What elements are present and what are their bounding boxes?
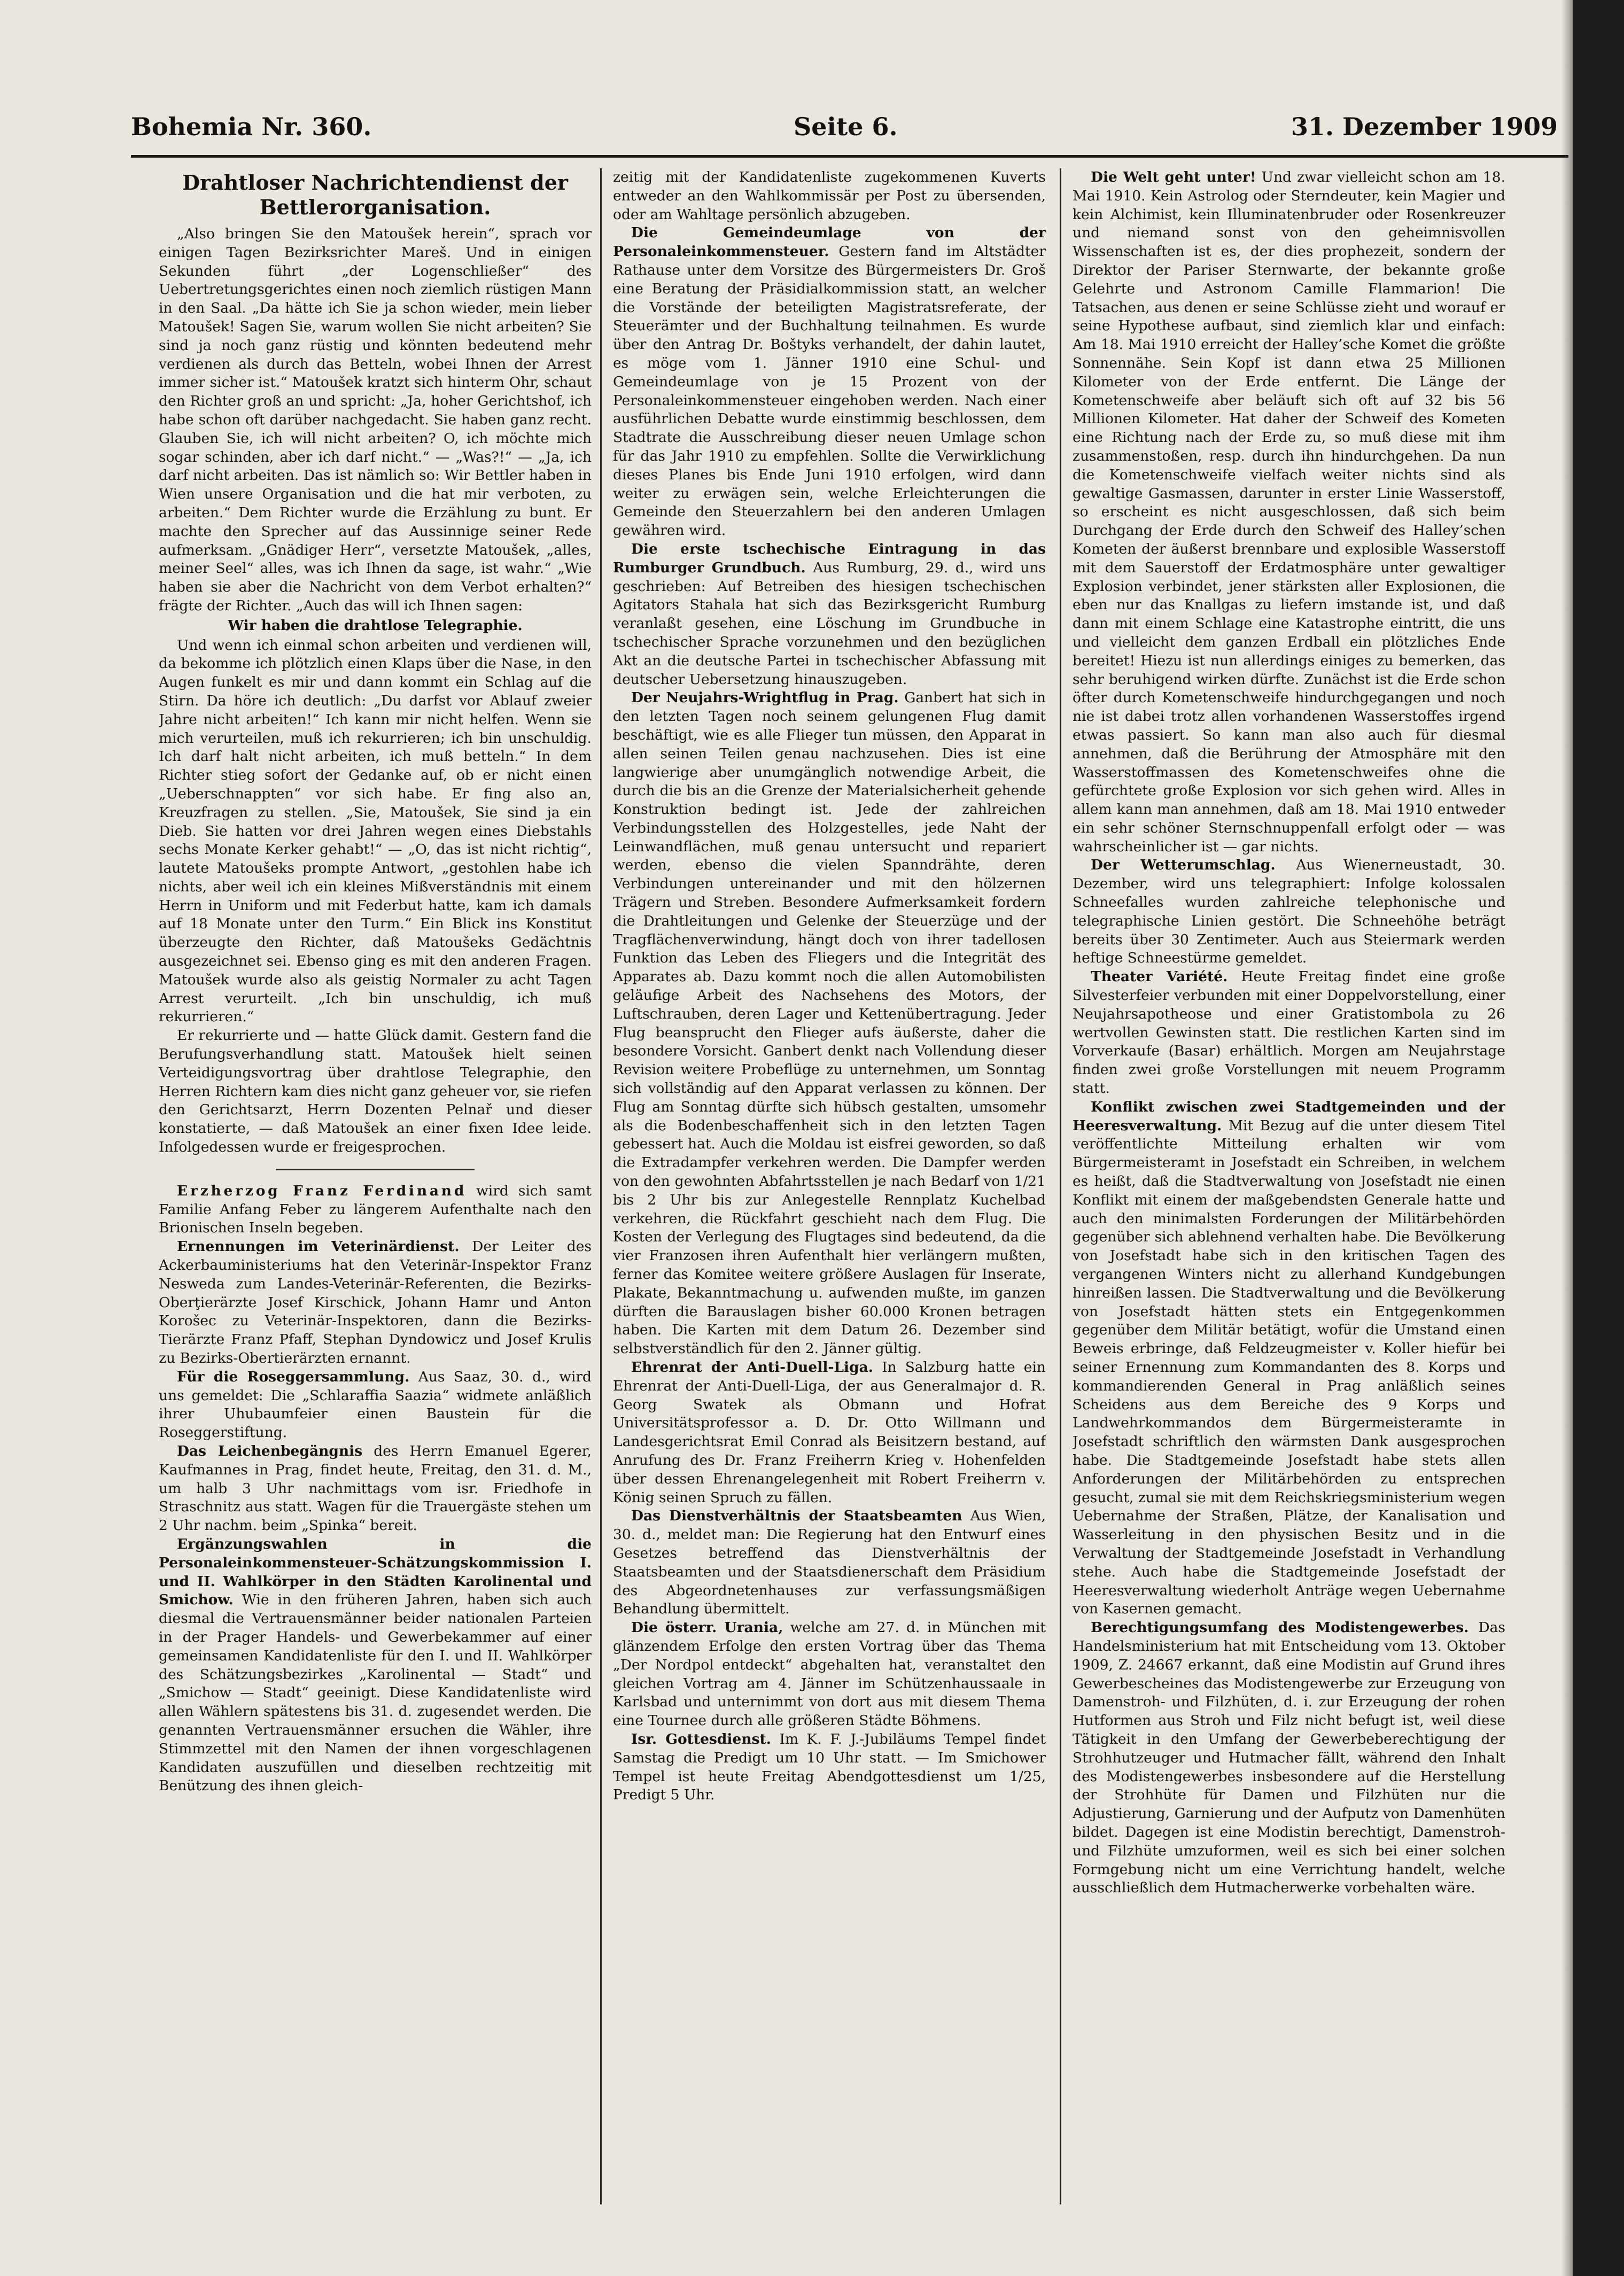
news-item (1073, 168, 1505, 856)
news-item-lead: Die Gemeindeumlage von der Personaleinkommensteuer. (613, 224, 1046, 260)
news-item-lead: Ernennungen im Veterinärdienst. (177, 1238, 460, 1255)
news-item-lead: Konflikt zwischen zwei Stadtgemeinden und der Heeresverwaltung. (1073, 1098, 1505, 1134)
news-item-text: Und zwar vielleicht schon am 18. Mai 1910. Kein Astrolog oder Sterndeuter, kein Magier und kein Alchimist, kein Illuminatenbruder oder Rosenkreuzer und niemand sonst von den geheimnisvollen Wissenschaften ist es, der dies prophezeit, sondern der Direktor der Pariser Sternwarte, der bekannte große Gelehrte und Astronom Camille Flammarion! Die Tatsachen, aus denen er seine Schlüsse zieht und worauf er seine Hypothese aufbaut, sind ziemlich klar und einfach: Am 18. Mai 1910 erreicht der Halley’sche Komet die größte Sonnennähe. Sein Kopf ist dann etwa 25 Millionen Kilometer von der Erde entfernt. Die Länge der Kometenschweife aber beläuft sich oft auf 32 bis 56 Millionen Kilometer. Hat daher der Schweif des Kometen eine Richtung nach der Erde zu, so muß diese mit ihm zusammenstoßen, resp. durch ihn hindurchgehen. Da nun die Kometenschweife vielfach weiter nichts sind als gewaltige Gasmassen, darunter in erster Linie Wasserstoff, so erscheint es nicht ausgeschlossen, daß sich beim Durchgang der Erde durch den Schweif des Halley’schen Kometen der äußerst brennbare und explosible Wasserstoff mit dem Sauerstoff der Erdatmosphäre unter gewaltiger Explosion verbindet, jener stärksten aller Explosionen, die eben nur das Knallgas zu liefern imstande ist, und daß dann mit einem Schlage eine Katastrophe eintritt, die uns und vielleicht dem ganzen Erdball ein plötzliches Ende bereitet! Hiezu ist nun allerdings einiges zu bemerken, das sehr beruhigend wirken dürfte. Zunächst ist die Erde schon öfter durch Kometenschweife hindurchgegangen und noch nie ist dabei trotz allen vorhandenen Wasserstoffes irgend etwas passiert. So kann man also auch für diesmal annehmen, daß die Berührung der Atmosphäre mit den Wasserstoffmassen des Kometenschweifes ohne die gefürchtete große Explosion vor sich gehen wird. Alles in allem kann man annehmen, daß am 18. Mai 1910 entweder ein sehr schöner Sternschnuppenfall erfolgt oder — was wahrscheinlicher ist — gar nichts. (1073, 169, 1505, 855)
news-item-text: Das Handelsministerium hat mit Entscheidung vom 13. Oktober 1909, Z. 24667 erkannt, daß eine Modistin auf Grund ihres Gewerbescheines das Modistengewerbe zur Erzeugung von Damenstroh- und Filzhüten, d. i. zur Erzeugung der rohen Hutformen aus Stroh und Filz nicht befugt ist, weil diese Tätigkeit in den Umfang der Gewerbeberechtigung der Strohhutzeuger und Hutmacher fällt, während den Inhalt des Modistengewerbes insbesondere auf die Herstellung der Strohhüte für Damen und Filzhüten nur die Adjustierung, Garnierung und der Aufputz von Damenhüten bildet. Dagegen ist eine Modistin berechtigt, Damenstroh- und Filzhüte umzuformen, weil es sich bei einer solchen Formgebung nicht um eine Verrichtung handelt, welche ausschließlich dem Hutmacherwerke vorbehalten wäre. (1073, 1619, 1505, 1897)
news-item-text: Aus Wien, 30. d., meldet man: Die Regierung hat den Entwurf eines Gesetzes betreffend das Dienstverhältnis der Staatsbeamten und der Staatsdienerschaft dem Präsidium des Abgeordnetenhauses zur verfassungsmäßigen Behandlung übermittelt. (613, 1508, 1046, 1618)
article-paragraph: „Also bringen Sie den Matoušek herein“, sprach vor einigen Tagen Bezirksrichter Mareš. Und in einigen Sekunden führt „der Logenschließer“ des Uebertretungsgerichtes einen noch ziemlich rüstigen Mann in den Saal. „Da hätte ich Sie ja schon wieder, mein lieber Matoušek! Sagen Sie, warum wollen Sie nicht arbeiten? Sie sind ja noch ganz rüstig und könnten bedeutend mehr verdienen als durch das Betteln, wobei Ihnen der Arrest immer sicher ist.“ Matoušek kratzt sich hinterm Ohr, schaut den Richter groß an und spricht: „Ja, hoher Gerichtshof, ich habe schon oft darüber nachgedacht. Sie haben ganz recht. Glauben Sie, ich will nicht arbeiten? O, ich möchte mich sogar schinden, aber ich darf nicht.“ — „Was?!“ — „Ja, ich darf nicht arbeiten. Das ist nämlich so: Wir Bettler haben in Wien unsere Organisation und die hat mir verboten, zu arbeiten.“ Dem Richter wurde die Erzählung zu bunt. Er machte den Sprecher auf das Aussinnige seiner Rede aufmerksam. „Gnädiger Herr“, versetzte Matoušek, „alles, meiner Seel“ alles, was ich Ihnen da sage, ist wahr.“ „Wie haben sie aber die Nachricht von dem Verbot erhalten?“ frägte der Richter. „Auch das will ich Ihnen sagen: (159, 226, 592, 614)
news-item-text: des Herrn Emanuel Egerer, Kaufmannes in Prag, findet heute, Freitag, den 31. d. M., um halb 3 Uhr nachmittags vom isr. Friedhofe in Straschnitz aus statt. Wagen für die Trauergäste stehen um 2 Uhr nachm. beim „Spinka“ bereit. (159, 1443, 592, 1534)
news-item-text: Der Leiter des Ackerbauministeriums hat den Veterinär-Inspektor Franz Nesweda zum Landes-Veterinär-Referenten, die Bezirks-Oberţierärzte Josef Kirschick, Johann Hamr und Anton Korošec zu Veterinär-Inspektoren, dann die Bezirks-Tierärzte Franz Pfaff, Stephan Dyndowicz und Josef Krulis zu Bezirks-Obertierärzten ernannt. (159, 1238, 592, 1367)
news-item (1073, 856, 1505, 968)
masthead-page-number: Seite 6. (794, 112, 898, 141)
news-item-lead: Die erste tschechische Eintragung in das Rumburger Grundbuch. (613, 540, 1046, 576)
news-item (159, 1182, 592, 1238)
news-item-lead: Das Leichenbegängnis (177, 1443, 363, 1459)
news-item (613, 1619, 1046, 1730)
article-drahtloser (159, 170, 592, 1157)
news-item (613, 689, 1046, 1358)
news-item-text: Aus Rumburg, 29. d., wird uns geschrieben: Auf Betreiben des hiesigen tschechischen Agitators Stahala hat sich das Bezirksgericht Rumburg veranlaßt gesehen, eine Löschung im Grundbuche in tschechischer Sprache vorzunehmen und den bezüglichen Akt an die deutsche Partei in tschechischer Abfassung mit deutscher Uebersetzung hinauszugeben. (613, 559, 1046, 688)
news-item (159, 1442, 592, 1535)
scan-border (1573, 0, 1624, 2276)
news-item-text: Gestern fand im Altstädter Rathause unter dem Vorsitze des Bürgermeisters Dr. Groš eine Beratung der Präsidialkommission statt, an welcher die Vorstände der beteiligten Magistratsreferate, der Steuerämter und der Buchhaltung teilnahmen. Es wurde über den Antrag Dr. Boštyks verhandelt, der dahin lautet, es möge vom 1. Jänner 1910 eine Schul- und Gemeindeumlage von je 15 Prozent von der Personaleinkommensteuer eingehoben werden. Nach einer ausführlichen Debatte wurde einstimmig beschlossen, dem Stadtrate die Ausschreibung dieser neuen Umlage schon für das Jahr 1910 zu empfehlen. Sollte die Verwirklichung dieses Planes bis Ende Juni 1910 erfolgen, wird dann weiter zu erwägen sein, welche Erleichterungen die Gemeinde den Steuerzahlern bei den anderen Umlagen gewähren wird. (613, 243, 1046, 539)
news-item-lead: Theater Variété. (1091, 968, 1228, 985)
news-item-text: Aus Saaz, 30. d., wird uns gemeldet: Die „Schlaraffia Saazia“ widmete anläßlich ihrer Uhubaumfeier einen Baustein für die Roseggerstiftung. (159, 1368, 592, 1441)
news-item-lead: Der Neujahrs-Wrightflug in Prag. (631, 689, 899, 706)
news-item (613, 1507, 1046, 1619)
column-2 (613, 168, 1046, 2218)
article-headline: Drahtloser Nachrichtendienst der Bettlerorganisation. (182, 170, 568, 219)
news-item-text: Heute Freitag findet eine große Silvesterfeier verbunden mit einer Doppelvorstellung, einer Neujahrsapotheose und einer Gratistombola zu 26 wertvollen Gewinsten statt. Die restlichen Karten sind im Vorverkaufe (Basar) erhältlich. Morgen am Neujahrstage finden zwei große Vorstellungen mit neuem Programm statt. (1073, 968, 1505, 1097)
news-item-lead: Erzherzog Franz Ferdinand (177, 1182, 467, 1199)
news-item-text: Wie in den früheren Jahren, haben sich auch diesmal die Vertrauensmänner beider nationalen Parteien in der Prager Handels- und Gewerbekammer auf einer gemeinsamen Kandidatenliste für den I. und II. Wahlkörper des Schätzungsbezirkes „Karolinental — Stadt“ und „Smichow — Stadt“ geeinigt. Diese Kandidatenliste wird allen Wählern spätestens bis 31. d. zugesendet werden. Die genannten Vertrauensmänner ersuchen die Wähler, ihre Stimmzettel mit den Namen der ihnen vorgeschlagenen Kandidaten auszufüllen und dieselben rechtzeitig mit Benützung des ihnen gleich- (159, 1591, 592, 1795)
news-item-lead: Ehrenrat der Anti-Duell-Liga. (631, 1359, 874, 1376)
news-item-lead: Die österr. Urania, (631, 1619, 783, 1636)
news-item-text: wird sich samt Familie Anfang Feber zu längerem Aufenthalte nach den Brionischen Inseln begeben. (159, 1182, 592, 1237)
news-item (613, 540, 1046, 689)
news-item-text: Ganbert hat sich in den letzten Tagen noch seinem gelungenen Flug damit beschäftigt, wie es alle Flieger tun müssen, den Apparat in allen seinen Teilen genau nachzusehen. Dies ist eine langwierige aber unumgänglich notwendige Arbeit, die durch die bis an die Grenze der Materialsicherheit gehende Konstruktion bedingt ist. Jede der zahlreichen Verbindungsstellen des Holzgestelles, jede Naht der Leinwandflächen, muß genau untersucht und repariert werden, ebenso die vielen Spanndrähte, deren Verbindungen untereinander und mit den hölzernen Trägern und Streben. Besondere Aufmerksamkeit fordern die Drahtleitungen und Gelenke der Steuerzüge und der Tragflächenverwindung, hängt doch von ihrer tadellosen Funktion das Leben des Fliegers und die Integrität des Apparates ab. Dazu kommt noch die allen Automobilisten geläufige Arbeit des Nachsehens des Motors, der Luftschrauben, deren Lager und Kettenübertragung. Jeder Flug beansprucht den Flieger aufs äußerste, daher die besondere Vorsicht. Ganbert denkt nach Vollendung dieser Revision weitere Probeflüge zu unternehmen, um Sonntag sich vollständig auf den Apparat verlassen zu können. Der Flug am Sonntag dürfte sich hübsch gestalten, umsomehr als die Bodenbeschaffenheit sich in den letzten Tagen gebessert hat. Auch die Moldau ist eisfrei geworden, so daß die Extradampfer verkehren werden. Die Dampfer werden von den gewohnten Abfahrtsstellen je nach Bedarf von 1/21 bis 2 Uhr bis zur Anlegestelle Rennplatz Kuchelbad verkehren, die Rückfahrt geschieht nach dem Flug. Die Kosten der Verlegung des Flugtages sind bedeutend, da die vier Franzosen ihren Aufenthalt hier verlängern mußten, ferner das Komitee weitere größere Auslagen für Inserate, Plakate, Bekanntmachung u. aufwenden mußte, im ganzen dürften die Barauslagen bisher 60.000 Kronen betragen haben. Die Karten mit dem Datum 26. Dezember sind selbstverständlich für den 2. Jänner gültig. (613, 689, 1046, 1357)
article-paragraph: Er rekurrierte und — hatte Glück damit. Gestern fand die Berufungsverhandlung statt. Matoušek hielt seinen Verteidigungsvortrag über drahtlose Telegraphie, den Herren Richtern kam dies nicht ganz geheuer vor, sie riefen den Gerichtsarzt, Herrn Dozenten Pelnař und dieser konstatierte, — daß Matoušek an einer fixen Idee leide. Infolgedessen wurde er freigesprochen. (159, 1027, 592, 1156)
masthead-date: 31. Dezember 1909 (1291, 112, 1558, 141)
news-item-lead: Der Wetterumschlag. (1091, 857, 1276, 874)
news-item (613, 224, 1046, 540)
news-item-lead: Die Welt geht unter! (1091, 169, 1256, 185)
continued-paragraph: zeitig mit der Kandidatenliste zugekommenen Kuverts entweder an den Wahlkommissär per Post zu übersenden, oder am Wahltage persönlich abzugeben. (613, 169, 1046, 223)
header-rule (131, 155, 1568, 158)
news-item-lead: Ergänzungswahlen in die Personaleinkommensteuer-Schätzungskommission I. und II. Wahlkörper in den Städten Karolinental und Smichow. (159, 1535, 592, 1609)
news-item-lead: Das Dienstverhältnis der Staatsbeamten (631, 1508, 962, 1525)
article-paragraph: Und wenn ich einmal schon arbeiten und verdienen will, da bekomme ich plötzlich einen Klaps über die Nase, in den Augen funkelt es mir und dann kommt ein Schlag auf die Stirn. Da höre ich deutlich: „Du darfst vor Ablauf zweier Jahre nicht arbeiten!“ Ich kann mir nicht helfen. Wenn sie mich verurteilen, muß ich rekurrieren; ich bin unschuldig. Ich darf halt nicht arbeiten, ich muß betteln.“ In dem Richter stieg sofort der Gedanke auf, ob er nicht einen „Ueberschnappten“ vor sich habe. Er fing also an, Kreuzfragen zu stellen. „Sie, Matoušek, Sie sind ja ein Dieb. Sie hatten vor drei Jahren wegen eines Diebstahls sechs Monate Kerker gehabt!“ — „O, das ist nicht richtig“, lautete Matoušeks prompte Antwort, „gestohlen habe ich nichts, aber weil ich ein kleines Mißverständnis mit einem Herrn in Uniform und mit Federbut hatte, kam ich damals auf 18 Monate unter den Turm.“ Ein Blick ins Konstitut überzeugte den Richter, daß Matoušeks Gedächtnis ausgezeichnet sei. Ebenso ging es mit den anderen Fragen. Matoušek wurde also als geistig Normaler zu acht Tagen Arrest verurteilt. „Ich bin unschuldig, ich muß rekurrieren.“ (159, 636, 592, 1026)
masthead (131, 112, 1568, 150)
news-item-text: welche am 27. d. in München mit glänzendem Erfolge den ersten Vortrag über das Thema „Der Nordpol entdeckt“ abgehalten hat, veranstaltet den gleichen Vortrag am 4. Jänner im Schützenhaussaale in Karlsbad und unternimmt von dort aus mit diesem Thema eine Tournee durch alle größeren Städte Böhmens. (613, 1619, 1046, 1729)
news-item-text: In Salzburg hatte ein Ehrenrat der Anti-Duell-Liga, der aus Generalmajor d. R. Georg Swatek als Obmann und Hofrat Universitätsprofessor a. D. Dr. Otto Willmann und Landesgerichtsrat Emil Conrad als Beisitzern bestand, auf Anrufung des Dr. Franz Freiherrn Krieg v. Hohenfelden über dessen Ehrenangelegenheit mit Robert Freiherrn v. König seinen Spruch zu fällen. (613, 1359, 1046, 1506)
news-item-text: Mit Bezug auf die unter diesem Titel veröffentlichte Mitteilung erhalten wir vom Bürgermeisteramt in Josefstadt ein Schreiben, in welchem es heißt, daß die Stadtverwaltung von Josefstadt nie einen Konflikt mit einem der maßgebendsten Generale hatte und auch den minimalsten Forderungen der Militärbehörden gegenüber sich ablehnend verhalten habe. Die Bevölkerung von Josefstadt habe sich in den kritischen Tagen des vergangenen Winters nicht zu allerhand Kundgebungen hinreißen lassen. Die Stadtverwaltung und die Bevölkerung von Josefstadt hätten stets ein Entgegenkommen gegenüber dem Militär betätigt, wofür die Umstand einen Beweis erbringe, daß Feldzeugmeister v. Koller hiefür bei seiner Ernennung zum Kommandanten des 8. Korps und kommandierenden General in Prag anläßlich seines Scheidens aus dem Bereiche des 9 Korps und Landwehrkommandos dem Bürgermeisteramte in Josefstadt schriftlich den wärmsten Dank ausgesprochen habe. Die Stadtgemeinde Josefstadt habe stets allen Anforderungen der Militärbehörden zu entsprechen gesucht, zumal sie mit dem Reichskriegsministerium wegen Uebernahme der Straßen, Plätze, der Kanalisation und Wasserleitung in den physischen Besitz und in die Verwaltung der Stadtgemeinde Josefstadt in Verhandlung stehe. Auch habe die Stadtgemeinde Josefstadt der Heeresverwaltung wiederholt Anträge wegen Uebernahme von Kasernen gemacht. (1073, 1117, 1505, 1618)
news-item-lead: Isr. Gottesdienst. (631, 1730, 772, 1747)
column-3 (1073, 168, 1505, 2218)
article-subhead: Wir haben die drahtlose Telegraphie. (228, 617, 523, 634)
news-item (159, 1368, 592, 1442)
news-item (159, 1238, 592, 1368)
news-item (613, 1730, 1046, 1805)
news-item-text: Im K. F. J.-Jubiläums Tempel findet Samstag die Predigt um 10 Uhr statt. — Im Smichower Tempel ist heute Freitag Abendgottesdienst um 1/25, Predigt 5 Uhr. (613, 1730, 1046, 1804)
masthead-issue: Bohemia Nr. 360. (131, 112, 372, 141)
news-item (1073, 1098, 1505, 1619)
news-item (159, 1535, 592, 1796)
news-item-lead: Berechtigungsumfang des Modistengewerbes. (1091, 1619, 1469, 1636)
news-item (1073, 1619, 1505, 1898)
newspaper-page (131, 91, 1568, 2218)
news-item (613, 1358, 1046, 1507)
column-rule (600, 168, 602, 2204)
news-item (1073, 968, 1505, 1098)
column-1 (159, 168, 592, 2218)
news-item-text: Aus Wienerneustadt, 30. Dezember, wird uns telegraphiert: Infolge kolossalen Schneefalles wurden zahlreiche telephonische und telegraphische Linien gestört. Die Schneehöhe beträgt bereits über 30 Zentimeter. Auch aus Steiermark werden heftige Schneestürme gemeldet. (1073, 857, 1505, 967)
article-separator (276, 1169, 475, 1170)
news-item-lead: Für die Roseggersammlung. (177, 1368, 410, 1385)
column-rule (1060, 168, 1061, 2204)
